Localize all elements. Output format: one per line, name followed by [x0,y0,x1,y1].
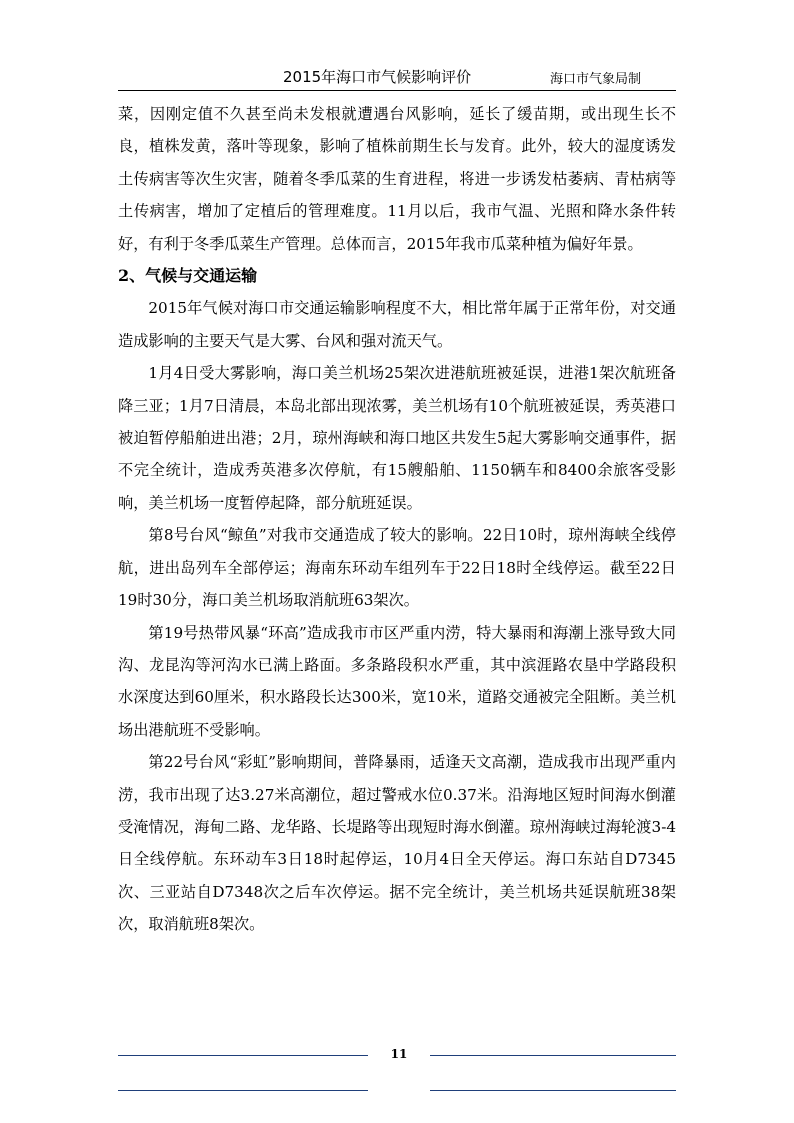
report-title: 2015年海口市气候影响评价 [283,68,472,86]
paragraph-fog-impact: 1月4日受大雾影响，海口美兰机场25架次进港航班被延误，进港1架次航班备降三亚；1月7日清晨，本岛北部出现浓雾，美兰机场有10个航班被延误，秀英港口被迫暂停船舶进出港；2月，琼州海峡和海口地区共发生5起大雾影响交通事件，据不完全统计，造成秀英港多次停航，有15艘船舶、1150辆车和8400余旅客受影响，美兰机场一度暂停起降，部分航班延误。 [118,364,676,512]
footer-rule-right-bottom [430,1090,676,1091]
paragraph-crops-continued: 菜，因刚定值不久甚至尚未发根就遭遇台风影响，延长了缓苗期，或出现生长不良，植株发黄，落叶等现象，影响了植株前期生长与发育。此外，较大的湿度诱发土传病害等次生灾害，随着冬季瓜菜的生育进程，将进一步诱发枯萎病、青枯病等土传病害，增加了定植后的管理难度。11月以后，我市气温、光照和降水条件转好，有利于冬季瓜菜生产管理。总体而言，2015年我市瓜菜种植为偏好年景。 [118,105,676,253]
footer-rule-left-bottom [118,1090,368,1091]
organization-name: 海口市气象局制 [550,72,642,87]
paragraph-typhoon-22: 第22号台风“彩虹”影响期间，普降暴雨，适逢天文高潮，造成我市出现严重内涝，我市出现了达3.27米高潮位，超过警戒水位0.37米。沿海地区短时间海水倒灌受淹情况，海甸二路、龙华路、长堤路等出现短时海水倒灌。琼州海峡过海轮渡3-4日全线停航。东环动车3日18时起停运，10月4日全天停运。海口东站自D7345次、三亚站自D7348次之后车次停运。据不完全统计，美兰机场共延误航班38架次，取消航班8架次。 [118,753,676,934]
paragraph-typhoon-8: 第8号台风“鲸鱼”对我市交通造成了较大的影响。22日10时，琼州海峡全线停航，进出岛列车全部停运；海南东环动车组列车于22日18时全线停运。截至22日19时30分，海口美兰机场取消航班63架次。 [118,526,676,610]
paragraph-transport-overview: 2015年气候对海口市交通运输影响程度不大，相比常年属于正常年份，对交通造成影响的主要天气是大雾、台风和强对流天气。 [118,299,676,350]
footer-rule-right-top [430,1055,676,1056]
footer-rule-left-top [118,1055,368,1056]
page-number: 11 [390,1047,408,1061]
page-header [118,62,676,90]
document-body [118,98,676,941]
page-footer [118,1045,676,1095]
section-heading-transport: 2、气候与交通运输 [118,266,258,286]
header-divider [118,90,676,91]
paragraph-storm-19: 第19号热带风暴“环高”造成我市市区严重内涝，特大暴雨和海潮上涨导致大同沟、龙昆沟等河沟水已满上路面。多条路段积水严重，其中滨涯路农垦中学路段积水深度达到60厘米，积水路段长达300米，宽10米，道路交通被完全阻断。美兰机场出港航班不受影响。 [118,623,676,739]
